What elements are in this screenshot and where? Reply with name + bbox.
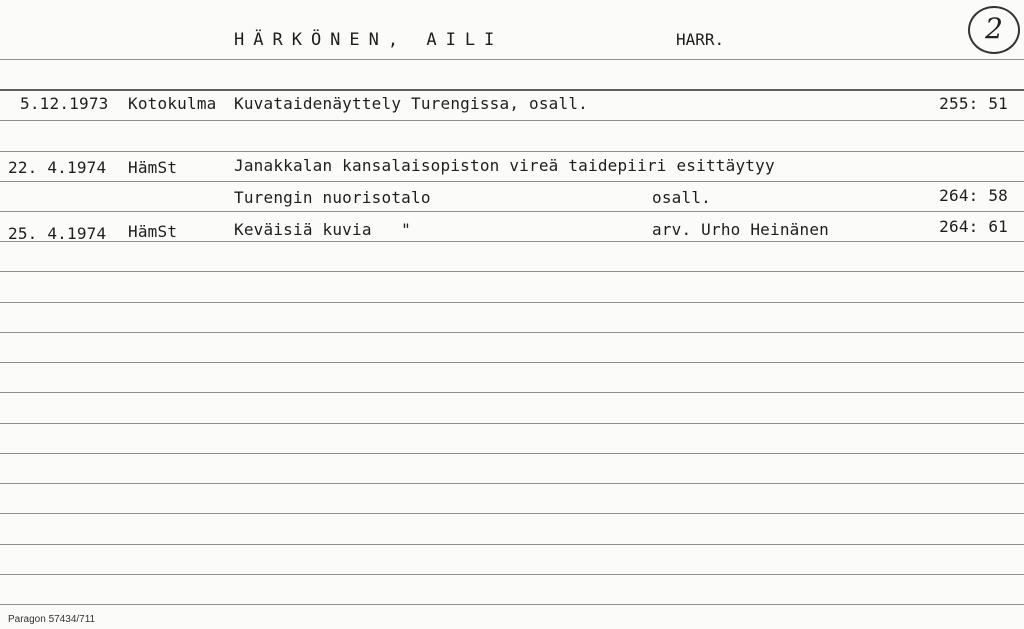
entry-date: 5.12.1973 bbox=[20, 94, 109, 113]
ruled-line bbox=[0, 151, 1024, 152]
ruled-line bbox=[0, 604, 1024, 605]
entry-ref: 255: 51 bbox=[939, 94, 1008, 113]
entry-date: 25. 4.1974 bbox=[8, 224, 107, 243]
ruled-line bbox=[0, 241, 1024, 242]
card-number-circle: 2 bbox=[968, 6, 1020, 54]
entry-date: 22. 4.1974 bbox=[8, 158, 107, 177]
entry-ref: 264: 58 bbox=[939, 186, 1008, 205]
entry-source: HämSt bbox=[128, 158, 178, 177]
ruled-line bbox=[0, 574, 1024, 575]
entry-source: HämSt bbox=[128, 222, 178, 241]
category-code: HARR. bbox=[676, 30, 725, 49]
ruled-line bbox=[0, 513, 1024, 514]
entry-note: arv. Urho Heinänen bbox=[652, 220, 829, 239]
ruled-line bbox=[0, 302, 1024, 303]
entry-text: Janakkalan kansalaisopiston vireä taidepiiri esittäytyy bbox=[234, 156, 775, 175]
ruled-line bbox=[0, 483, 1024, 484]
ruled-line bbox=[0, 423, 1024, 424]
ruled-line bbox=[0, 120, 1024, 121]
entry-text: Turengin nuorisotalo bbox=[234, 188, 431, 207]
ruled-line bbox=[0, 271, 1024, 272]
ruled-line bbox=[0, 211, 1024, 212]
ruled-line bbox=[0, 453, 1024, 454]
print-mark: Paragon 57434/711 bbox=[8, 614, 96, 625]
entry-text: Kuvataidenäyttely Turengissa, osall. bbox=[234, 94, 588, 113]
entry-ref: 264: 61 bbox=[939, 217, 1008, 236]
ruled-line bbox=[0, 59, 1024, 60]
ruled-line bbox=[0, 181, 1024, 182]
entry-text: Keväisiä kuvia " bbox=[234, 220, 411, 239]
entry-note: osall. bbox=[652, 188, 711, 207]
ruled-line bbox=[0, 89, 1024, 91]
ruled-line bbox=[0, 332, 1024, 333]
ruled-line bbox=[0, 362, 1024, 363]
ruled-line bbox=[0, 392, 1024, 393]
ruled-line bbox=[0, 544, 1024, 545]
person-name: HÄRKÖNEN, AILI bbox=[234, 30, 504, 50]
entry-source: Kotokulma bbox=[128, 94, 217, 113]
